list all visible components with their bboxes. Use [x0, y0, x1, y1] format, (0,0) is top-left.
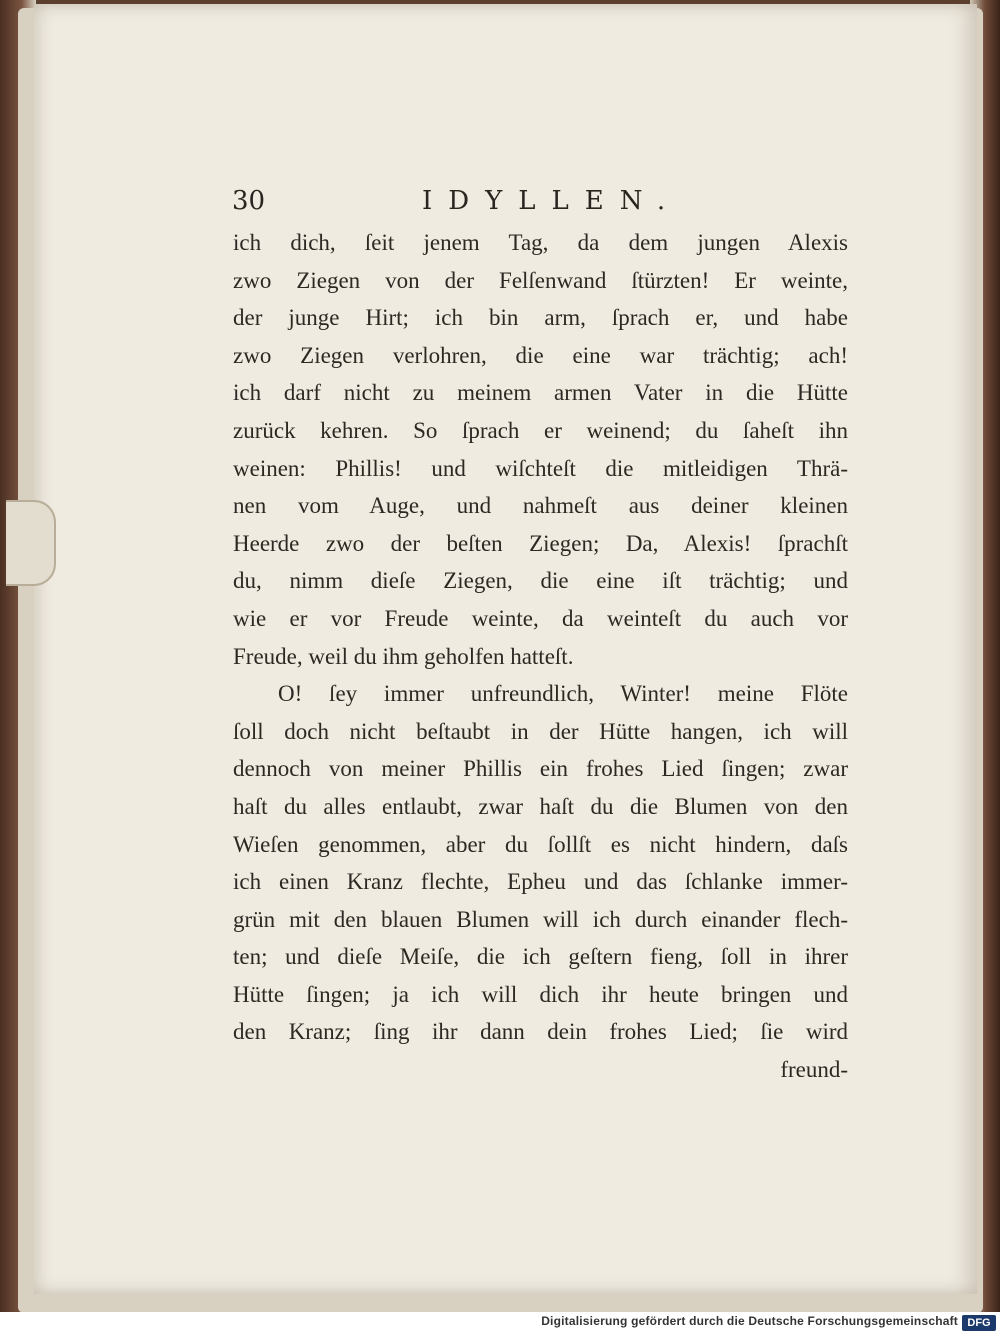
text-line: zwo Ziegen von der Felſenwand ſtürzten! Er weinte, [233, 267, 848, 293]
text-line: dennoch von meiner Phillis ein frohes Lied ſingen; zwar [233, 756, 848, 782]
dfg-logo-icon: DFG [962, 1315, 996, 1331]
text-line: den Kranz; ſing ihr dann dein frohes Lied; ſie wird [233, 1019, 848, 1045]
text-line: ich einen Kranz flechte, Epheu und das ſchlanke immer- [233, 869, 848, 895]
text-line: ich darf nicht zu meinem armen Vater in die Hütte [233, 380, 848, 406]
text-line: du, nimm dieſe Ziegen, die eine iſt trächtig; und [233, 568, 848, 594]
text-line: ten; und dieſe Meiſe, die ich geſtern fieng, ſoll in ihrer [233, 944, 848, 970]
text-line: Hütte ſingen; ja ich will dich ihr heute bringen und [233, 981, 848, 1007]
text-line: Heerde zwo der beſten Ziegen; Da, Alexis! ſprachſt [233, 530, 848, 556]
running-title: IDYLLEN. [422, 186, 682, 216]
text-line: wie er vor Freude weinte, da weinteſt du auch vor [233, 605, 848, 631]
text-line: der junge Hirt; ich bin arm, ſprach er, und habe [233, 305, 848, 331]
page-header [232, 186, 852, 226]
text-line: weinen: Phillis! und wiſchteſt die mitleidigen Thrä- [233, 455, 848, 481]
paragraph-start-line: O! ſey immer unfreundlich, Winter! meine Flöte [278, 681, 848, 707]
text-line: ſoll doch nicht beſtaubt in der Hütte hangen, ich will [233, 718, 848, 744]
page-tab-marker [6, 500, 56, 586]
text-line: grün mit den blauen Blumen will ich durch einander flech- [233, 906, 848, 932]
footer-credit: Digitalisierung gefördert durch die Deutsche Forschungsgemeinschaft [541, 1314, 958, 1328]
text-line: nen vom Auge, und nahmeſt aus deiner kleinen [233, 493, 848, 519]
body-text [233, 224, 848, 1089]
text-line: zurück kehren. So ſprach er weinend; du ſaheſt ihn [233, 417, 848, 443]
text-line: ich dich, ſeit jenem Tag, da dem jungen Alexis [233, 230, 848, 255]
catchword: freund- [780, 1057, 848, 1083]
text-line: Freude, weil du ihm geholfen hatteſt. [233, 643, 574, 669]
page-number: 30 [232, 186, 266, 216]
text-line: zwo Ziegen verlohren, die eine war trächtig; ach! [233, 342, 848, 368]
text-line: haſt du alles entlaubt, zwar haſt du die Blumen von den [233, 793, 848, 819]
text-line: Wieſen genommen, aber du ſollſt es nicht hindern, daſs [233, 831, 848, 857]
digitization-footer [0, 1312, 1000, 1335]
